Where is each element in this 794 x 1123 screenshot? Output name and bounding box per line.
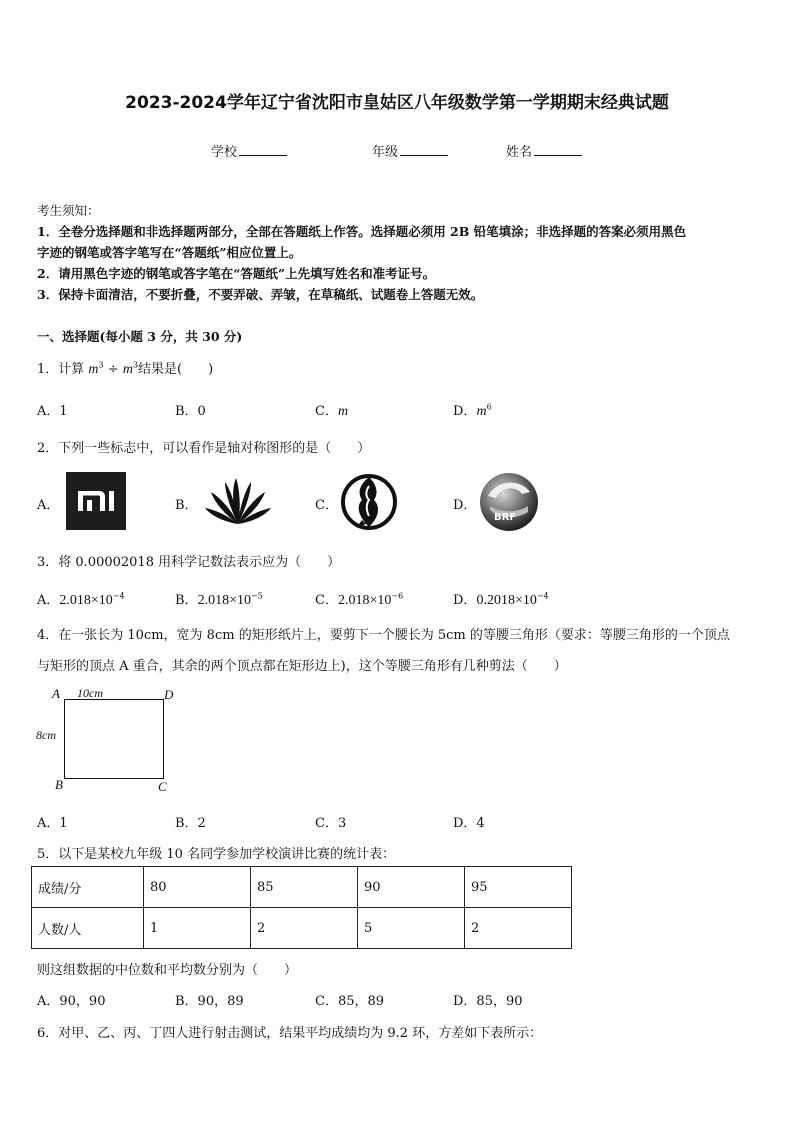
q1-prefix: 1．计算 xyxy=(37,362,85,377)
q4-option-b[interactable]: B．2 xyxy=(175,816,206,831)
vertex-c: C xyxy=(158,779,167,794)
xiaomi-mi-glyph-icon xyxy=(66,472,126,530)
notice-item-2: 2．请用黑色字迹的钢笔或答字笔在“答题纸”上先填写姓名和准考证号。 xyxy=(37,266,436,281)
question-6: 6．对甲、乙、丙、丁四人进行射击测试，结果平均成绩均为 9.2 环，方差如下表所示： xyxy=(37,1026,543,1041)
name-field[interactable] xyxy=(506,141,582,160)
vertex-d: D xyxy=(164,687,174,702)
q1-divide: ÷ xyxy=(107,362,119,377)
notice-item-1: 1．全卷分选择题和非选择题两部分，全部在答题纸上作答。选择题必须用 2B 铅笔填涂；非选择题的答案必须用黑色 xyxy=(37,224,687,239)
q3-a-label: A． xyxy=(37,593,60,608)
q2-label-b[interactable]: B． xyxy=(175,498,198,513)
q2-label-a[interactable]: A． xyxy=(37,498,60,513)
q1-option-a[interactable]: A．1 xyxy=(37,404,68,419)
huawei-petals-icon xyxy=(203,472,273,532)
q3-option-d[interactable] xyxy=(453,589,549,609)
face-circle-icon xyxy=(336,472,402,532)
table-cell: 2 xyxy=(465,908,572,949)
q1-exp-2: 3 xyxy=(132,360,139,370)
notice-item-1-cont: 字迹的钢笔或答字笔写在“答题纸”相应位置上。 xyxy=(37,245,302,260)
table-cell: 2 xyxy=(251,908,358,949)
table-cell: 成绩/分 xyxy=(32,867,144,908)
q1-d-value: m xyxy=(476,404,487,419)
grade-label: 年级 xyxy=(372,145,399,160)
question-5-prompt: 则这组数据的中位数和平均数分别为（ ） xyxy=(37,963,298,978)
q3-option-c[interactable] xyxy=(315,589,403,609)
q4-option-d[interactable]: D．4 xyxy=(453,816,485,831)
huawei-logo-icon[interactable] xyxy=(203,472,273,532)
q1-option-b[interactable]: B．0 xyxy=(175,404,206,419)
q3-b-label: B． xyxy=(175,593,198,608)
q2-label-c[interactable]: C． xyxy=(315,498,338,513)
q4-option-a[interactable]: A．1 xyxy=(37,816,68,831)
table-cell: 80 xyxy=(144,867,251,908)
q5-option-b[interactable]: B．90，89 xyxy=(175,994,244,1009)
q5-option-c[interactable]: C．85，89 xyxy=(315,994,385,1009)
q1-var-2: m xyxy=(122,362,133,377)
xiaomi-logo-icon[interactable] xyxy=(66,472,126,530)
q5-option-d[interactable]: D．85，90 xyxy=(453,994,523,1009)
q3-option-a[interactable] xyxy=(37,589,125,609)
question-1 xyxy=(37,358,213,378)
table-cell: 95 xyxy=(465,867,572,908)
question-4-line-2: 与矩形的顶点 A 重合，其余的两个顶点都在矩形边上)，这个等腰三角形有几种剪法（ ） xyxy=(37,659,567,674)
q3-a-exp: −4 xyxy=(112,591,125,601)
q3-d-exp: −4 xyxy=(536,591,549,601)
question-2: 2．下列一些标志中，可以看作是轴对称图形的是（ ） xyxy=(37,441,371,456)
q4-option-c[interactable]: C．3 xyxy=(315,816,347,831)
table-cell: 1 xyxy=(144,908,251,949)
face-profile-logo-icon[interactable] xyxy=(336,472,402,532)
question-4-line-1: 4．在一张长为 10cm，宽为 8cm 的矩形纸片上，要剪下一个腰长为 5cm 的等腰三角形（要求：等腰三角形的一个顶点 xyxy=(37,628,730,643)
rectangle-figure xyxy=(36,686,180,794)
notice-item-3: 3．保持卡面清洁，不要折叠，不要弄破、弄皱，在草稿纸、试题卷上答题无效。 xyxy=(37,287,484,302)
table-cell: 85 xyxy=(251,867,358,908)
q3-d-label: D． xyxy=(453,593,477,608)
page-title: 2023-2024学年辽宁省沈阳市皇姑区八年级数学第一学期期末经典试题 xyxy=(125,93,669,113)
school-blank[interactable] xyxy=(239,144,287,156)
q1-d-exp: 6 xyxy=(486,402,492,412)
q3-c-exp: −6 xyxy=(391,591,404,601)
q1-exp-1: 3 xyxy=(98,360,104,370)
score-table xyxy=(31,866,572,949)
school-label: 学校 xyxy=(211,145,238,160)
table-row xyxy=(32,867,572,908)
q3-c-base: 2.018×10 xyxy=(337,593,392,608)
label-8cm: 8cm xyxy=(36,728,56,742)
brf-globe-icon xyxy=(476,470,542,534)
q3-option-b[interactable] xyxy=(175,589,263,609)
q2-label-d[interactable]: D． xyxy=(453,498,477,513)
table-cell: 90 xyxy=(358,867,465,908)
q1-option-d[interactable] xyxy=(453,400,492,420)
q5-option-a[interactable]: A．90，90 xyxy=(37,994,106,1009)
q1-c-value: m xyxy=(337,404,349,419)
table-cell: 5 xyxy=(358,908,465,949)
school-field[interactable] xyxy=(211,141,287,160)
vertex-a: A xyxy=(52,686,60,701)
question-5: 5．以下是某校九年级 10 名同学参加学校演讲比赛的统计表： xyxy=(37,847,396,862)
q1-suffix: 结果是( ) xyxy=(138,362,214,377)
rectangle-shape xyxy=(64,699,164,779)
brf-logo-icon[interactable] xyxy=(476,470,542,534)
q3-b-exp: −5 xyxy=(250,591,263,601)
notice-heading: 考生须知： xyxy=(37,203,100,218)
q1-var-1: m xyxy=(88,362,99,377)
q1-c-label: C． xyxy=(315,404,338,419)
q3-a-base: 2.018×10 xyxy=(59,593,113,608)
q1-d-label: D． xyxy=(453,404,477,419)
q3-c-label: C． xyxy=(315,593,338,608)
vertex-b: B xyxy=(55,777,63,792)
grade-blank[interactable] xyxy=(400,144,448,156)
label-10cm: 10cm xyxy=(77,686,103,700)
q3-b-base: 2.018×10 xyxy=(197,593,251,608)
name-label: 姓名 xyxy=(506,145,533,160)
brf-text: BRF xyxy=(494,512,517,523)
name-blank[interactable] xyxy=(534,144,582,156)
q1-option-c[interactable] xyxy=(315,400,348,420)
table-row xyxy=(32,908,572,949)
q3-d-base: 0.2018×10 xyxy=(476,593,537,608)
grade-field[interactable] xyxy=(372,141,448,160)
table-cell: 人数/人 xyxy=(32,908,144,949)
question-3: 3．将 0.00002018 用科学记数法表示应为（ ） xyxy=(37,555,341,570)
section-heading: 一、选择题(每小题 3 分，共 30 分) xyxy=(37,329,243,344)
